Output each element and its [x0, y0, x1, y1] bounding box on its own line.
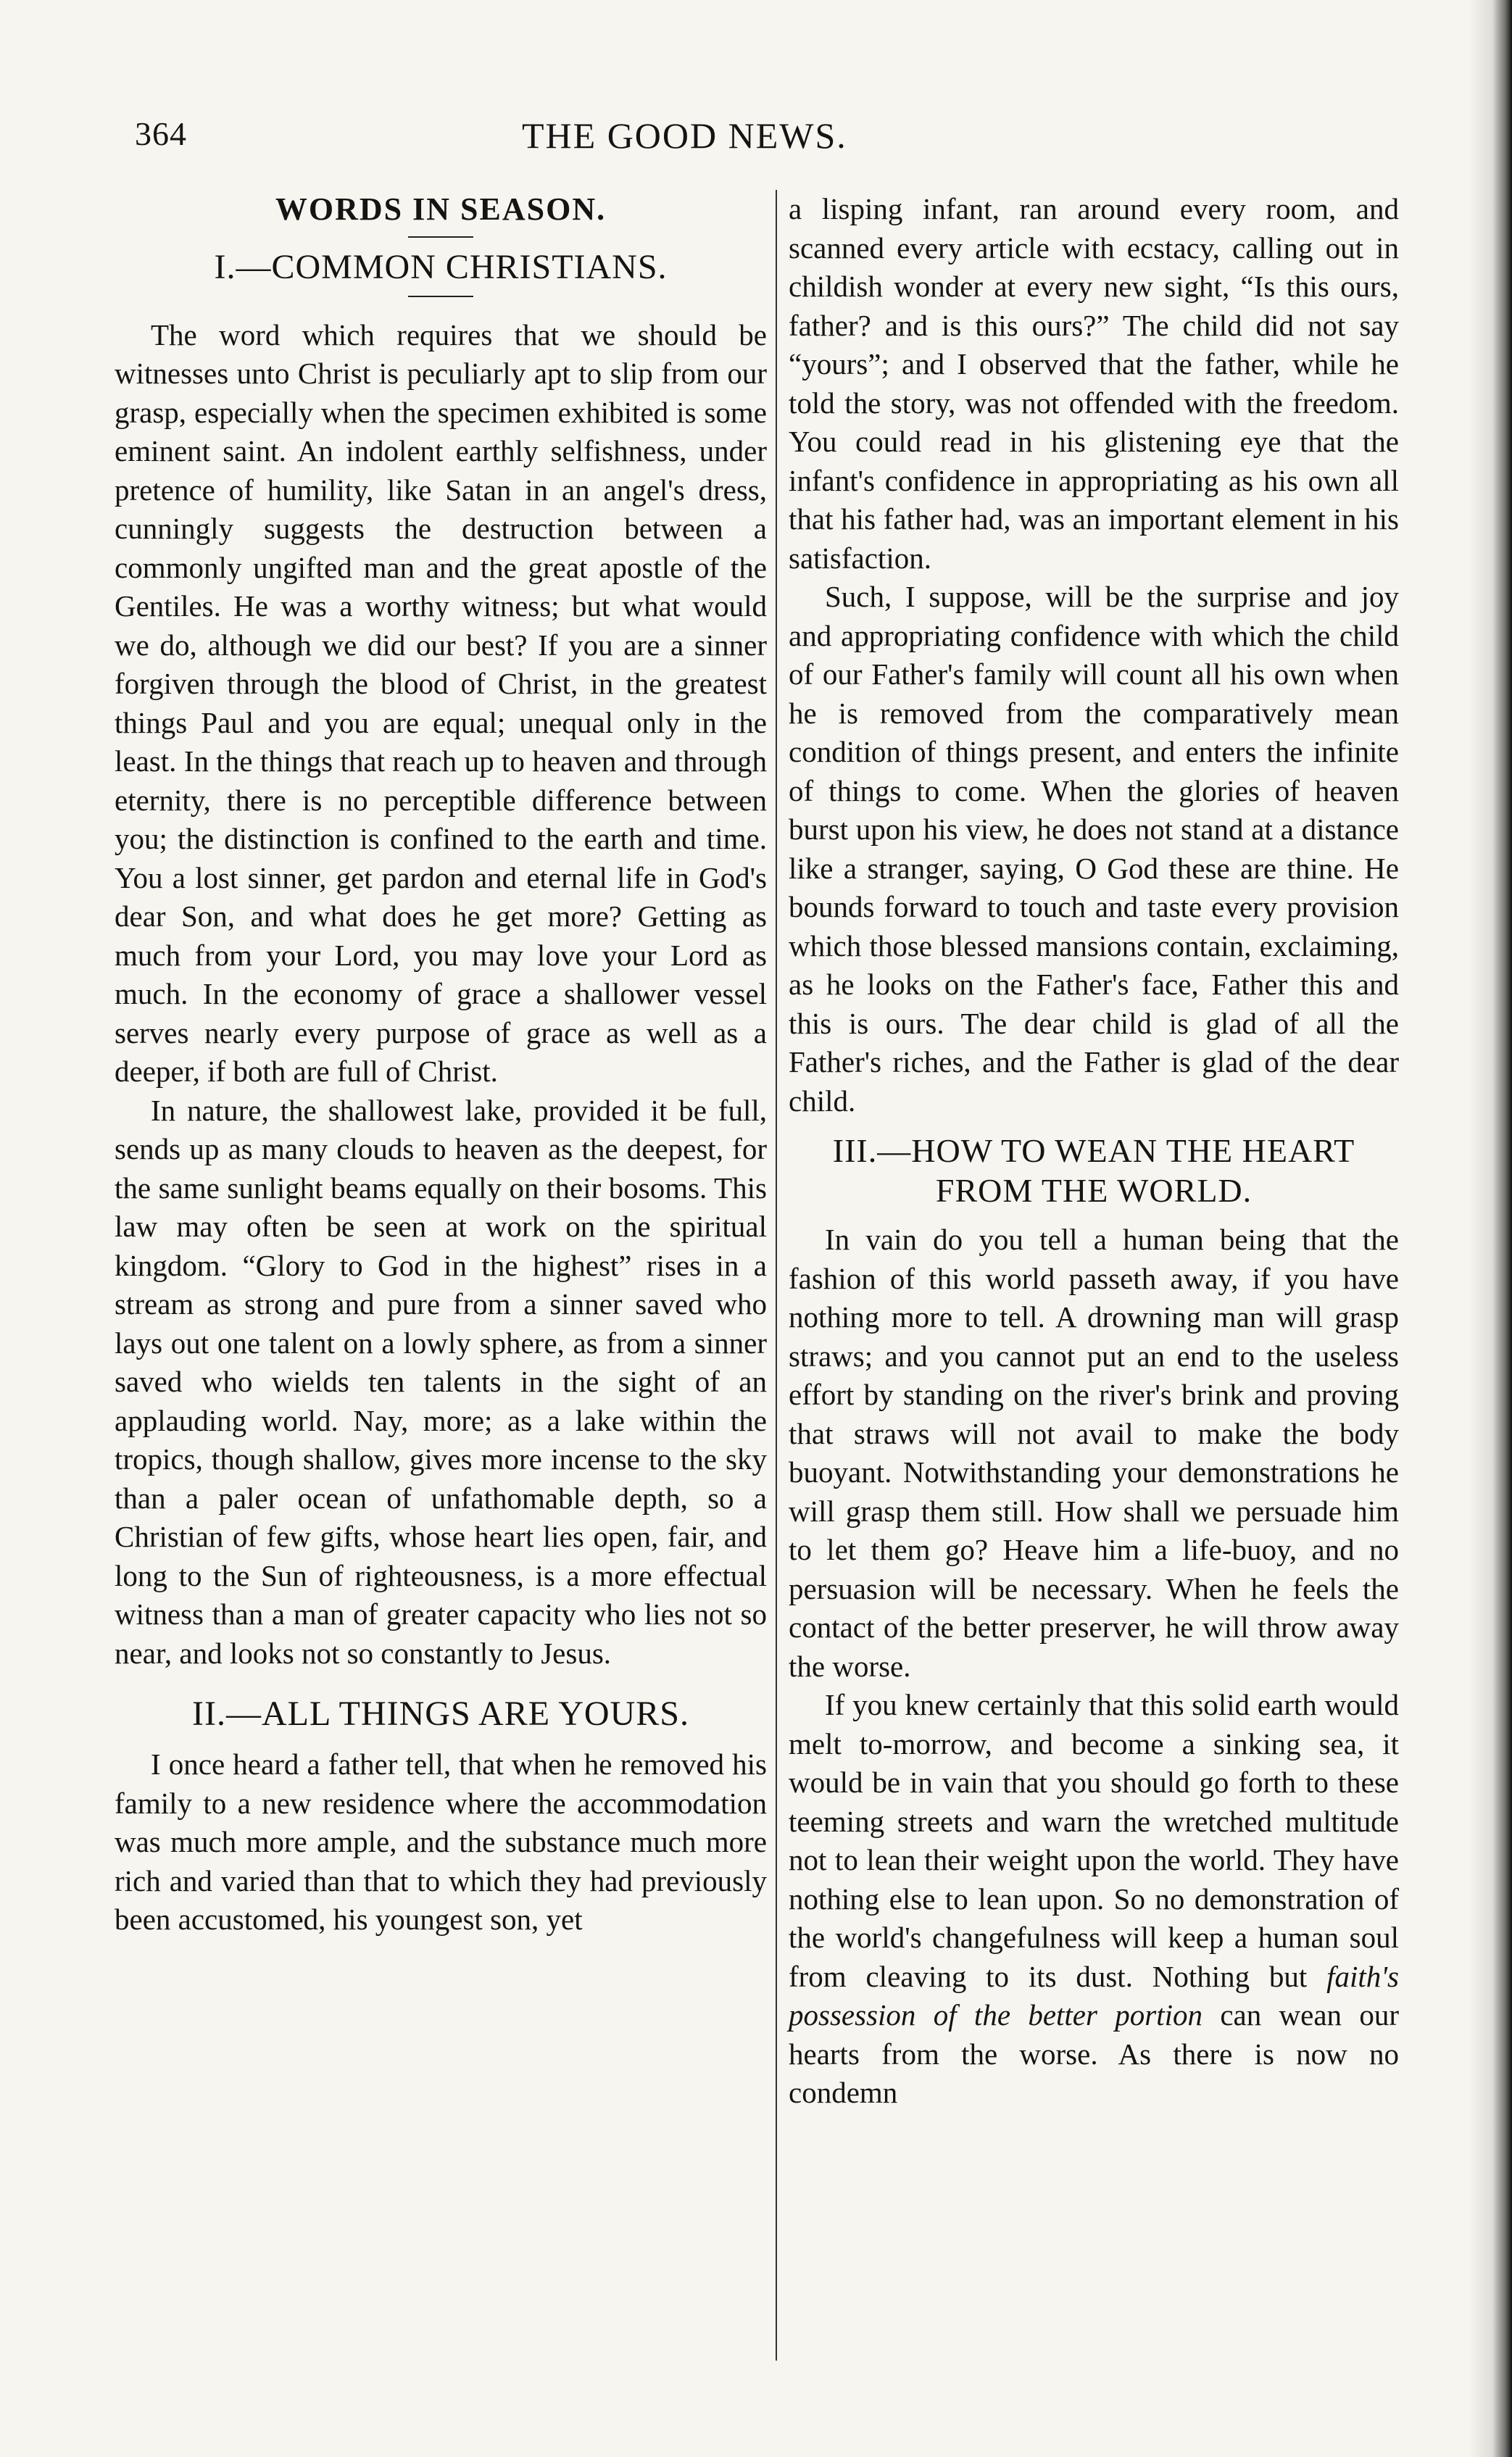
section-3-title: III.—HOW TO WEAN THE HEART FROM THE WORLD.: [832, 1132, 1355, 1209]
section-1-paragraph-1: The word which requires that we should be witnesses unto Christ is peculiarly apt to slip from our grasp, especially when the specimen exhibited is some eminent saint. An indolent earthly selfishness, under pretence of humility, like Satan in an angel's dress, cunningly suggests the destruction between a commonly ungifted man and the great apostle of the Gentiles. He was a worthy witness; but what would we do, although we did our best? If you are a sinner forgiven through the blood of Christ, in the greatest things Paul and you are equal; unequal only in the least. In the things that reach up to heaven and through eternity, there is no perceptible difference between you; the distinction is confined to the earth and time. You a lost sinner, get pardon and eternal life in God's dear Son, and what does he get more? Getting as much from your Lord, you may love your Lord as much. In the economy of grace a shallower vessel serves nearly every purpose of grace as well as a deeper, if both are full of Christ.: [115, 317, 767, 1088]
section-3-paragraph-1: In vain do you tell a human being that the fashion of this world passeth away, if you have nothing more to tell. A drowning man will grasp straws; and you cannot put an end to the useless effort by standing on the river's brink and proving that straws will not avail to make the body buoyant. Notwithstanding your demonstrations he will grasp them still. How shall we persuade him to let them go? Heave him a life-buoy, and no persuasion will be necessary. When he feels the contact of the better preserver, he will throw away the worse.: [789, 1223, 1399, 1683]
right-column: [789, 190, 1399, 2113]
page-edge-shadow: [1469, 0, 1512, 2457]
section-1-paragraph-2: In nature, the shallowest lake, provided it be full, sends up as many clouds to heaven as the deepest, for the same sunlight beams equally on their bosoms. This law may often be seen at work on the spiritual kingdom. “Glory to God in the highest” rises in a stream as strong and pure from a sinner saved who lays out one talent on a lowly sphere, as from a sinner saved who wields ten talents in the sight of an applauding world. Nay, more; as a lake within the tropics, though shallow, gives more incense to the sky than a paler ocean of unfathomable depth, so a Christian of few gifts, whose heart lies open, fair, and long to the Sun of righteousness, is a more effectual witness than a man of greater capacity who lies not so near, and looks not so constantly to Jesus.: [115, 1093, 767, 1670]
section-2-paragraph-1-continued: a lisping infant, ran around every room, and scanned every article with ecstacy, calling out in childish wonder at every new sight, “Is this ours, father? and is this ours?” The child did not say “yours”; and I observed that the father, while he told the story, was not offended with the freedom. You could read in his glistening eye that the infant's confidence in appropriating as his own all that his father had, was an important element in his satisfaction.: [789, 192, 1399, 575]
section-3-emphasis: faith's possession of the better portion: [789, 1959, 1399, 2032]
left-column: [115, 190, 767, 1940]
section-2-paragraph-1-start: I once heard a father tell, that when he removed his family to a new residence where the accommodation was much more ample, and the substance much more rich and varied than that to which they had previously been accustomed, his youngest son, yet: [115, 1747, 767, 1936]
section-3-paragraph-2: [789, 1686, 1399, 2113]
section-3-paragraph-2-text: If you knew certainly that this solid earth would melt to-morrow, and become a sinking sea, it would be in vain that you should go forth to these teeming streets and warn the wretched multitude not to lean their weight upon the world. They have nothing else to lean upon. So no demonstration of the world's changefulness will keep a human soul from cleaving to its dust. Nothing but: [789, 1688, 1399, 1993]
section-2-paragraph-2: Such, I suppose, will be the surprise and joy and appropriating confidence with which the child of our Father's family will count all his own when he is removed from the comparatively mean condition of things present, and enters the infinite of things to come. When the glories of heaven burst upon his view, he does not stand at a distance like a stranger, saying, O God these are thine. He bounds forward to touch and taste every provision which those blessed mansions contain, exclaiming, as he looks on the Father's face, Father this and this is ours. The dear child is glad of all the Father's riches, and the Father is glad of the dear child.: [789, 580, 1399, 1118]
page-number: 364: [135, 115, 187, 152]
section-2-title: II.—ALL THINGS ARE YOURS.: [192, 1695, 689, 1733]
column-divider: [776, 190, 777, 2361]
section-1-rule: [408, 296, 473, 297]
title-rule: [408, 236, 473, 238]
running-head: THE GOOD NEWS.: [522, 115, 847, 156]
series-title: WORDS IN SEASON.: [275, 191, 607, 227]
section-3-paragraph-2-end: can wean our hearts from the worse. As there is now no condemn: [789, 1998, 1399, 2109]
section-1-title: I.—COMMON CHRISTIANS.: [214, 247, 668, 286]
